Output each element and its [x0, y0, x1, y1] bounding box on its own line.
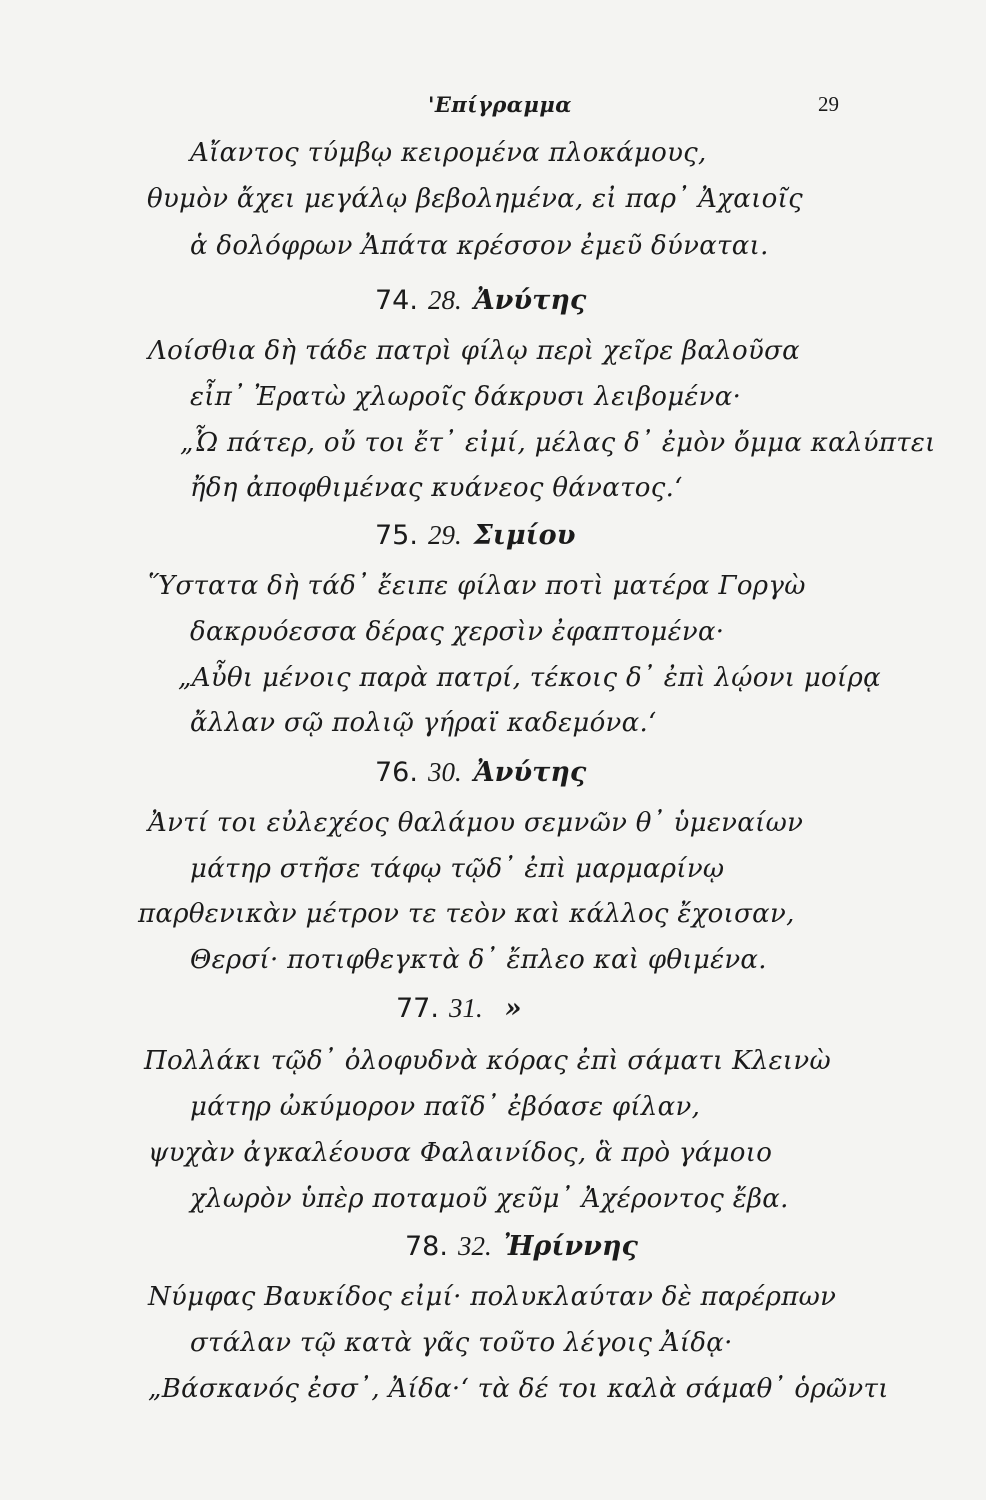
- poem-alt-number: 28.: [427, 285, 462, 315]
- poem-heading: [375, 285, 586, 316]
- verse-line: „Ὦ πάτερ, οὔ τοι ἔτ᾽ εἰμί, μέλας δ᾽ ἐμὸν ὄμμα καλύπτει: [180, 428, 936, 458]
- verse-line: Νύμφας Βαυκίδος εἰμί· πολυκλαύταν δὲ παρέρπων: [148, 1282, 837, 1312]
- verse-line: Θερσί· ποτιφθεγκτὰ δ᾽ ἔπλεο καὶ φθιμένα.: [190, 945, 767, 975]
- verse-line: Ἀντί τοι εὐλεχέος θαλάμου σεμνῶν θ᾽ ὑμεναίων: [148, 808, 804, 838]
- poem-alt-number: 31.: [448, 993, 483, 1023]
- poem-alt-number: 32.: [457, 1231, 492, 1261]
- verse-line: „Αὖθι μένοις παρὰ πατρί, τέκοις δ᾽ ἐπὶ λῴονι μοίρᾳ: [178, 663, 881, 693]
- poem-number: 76.: [375, 757, 418, 788]
- poem-number: 74.: [375, 285, 418, 316]
- verse-line: ἤδη ἀποφθιμένας κυάνεος θάνατος.‘: [190, 473, 683, 503]
- poem-heading: [375, 520, 575, 551]
- verse-line: ψυχὰν ἀγκαλέουσα Φαλαινίδος, ἃ πρὸ γάμοιο: [148, 1138, 773, 1168]
- verse-line: δακρυόεσσα δέρας χερσὶν ἐφαπτομένα·: [190, 617, 725, 647]
- verse-line: Ὕστατα δὴ τάδ᾽ ἔειπε φίλαν ποτὶ ματέρα Γοργὼ: [148, 571, 806, 601]
- verse-line: θυμὸν ἄχει μεγάλῳ βεβολημένα, εἰ παρ᾽ Ἀχαιοῖς: [147, 184, 803, 214]
- poem-alt-number: 30.: [427, 757, 462, 787]
- verse-line: Λοίσθια δὴ τάδε πατρὶ φίλῳ περὶ χεῖρε βαλοῦσα: [148, 336, 800, 366]
- poem-author: Ἠρίννης: [503, 1231, 638, 1262]
- verse-line: „Βάσκανός ἐσσ᾽, Ἀίδα·‘ τὰ δέ τοι καλὰ σάμαθ᾽ ὁρῶντι: [148, 1374, 889, 1404]
- verse-line: Πολλάκι τῷδ᾽ ὀλοφυδνὰ κόρας ἐπὶ σάματι Κλεινὼ: [144, 1046, 831, 1076]
- poem-heading: [405, 1231, 638, 1262]
- poem-number: 77.: [396, 993, 439, 1024]
- poem-author: Σιμίου: [473, 520, 576, 551]
- poem-author: Ἀνύτης: [473, 757, 587, 788]
- poem-alt-number: 29.: [427, 520, 462, 550]
- verse-line: μάτηρ στῆσε τάφῳ τῷδ᾽ ἐπὶ μαρμαρίνῳ: [190, 854, 725, 884]
- verse-line: παρθενικὰν μέτρον τε τεὸν καὶ κάλλος ἔχοισαν,: [138, 899, 795, 929]
- poem-author: Ἀνύτης: [473, 285, 587, 316]
- verse-line: ἄλλαν σῷ πολιῷ γήραϊ καδεμόνα.‘: [190, 708, 657, 738]
- verse-line: μάτηρ ὠκύμορον παῖδ᾽ ἐβόασε φίλαν,: [190, 1092, 701, 1122]
- poem-author: »: [504, 993, 522, 1024]
- poem-number: 75.: [375, 520, 418, 551]
- verse-line: στάλαν τῷ κατὰ γᾶς τοῦτο λέγοις Ἀίδᾳ·: [190, 1328, 733, 1358]
- verse-line: Αἴαντος τύμβῳ κειρομένα πλοκάμους,: [190, 138, 707, 168]
- running-title: 'Επίγραμμα: [428, 92, 572, 117]
- poem-heading: [396, 993, 522, 1024]
- verse-line: χλωρὸν ὑπὲρ ποταμοῦ χεῦμ᾽ Ἀχέροντος ἔβα.: [190, 1184, 789, 1214]
- verse-line: εἶπ᾽ Ἐρατὼ χλωροῖς δάκρυσι λειβομένα·: [190, 382, 742, 412]
- verse-line: ἁ δολόφρων Ἀπάτα κρέσσον ἐμεῦ δύναται.: [190, 231, 769, 261]
- page-number: 29: [818, 92, 839, 116]
- poem-heading: [375, 757, 586, 788]
- poem-number: 78.: [405, 1231, 448, 1262]
